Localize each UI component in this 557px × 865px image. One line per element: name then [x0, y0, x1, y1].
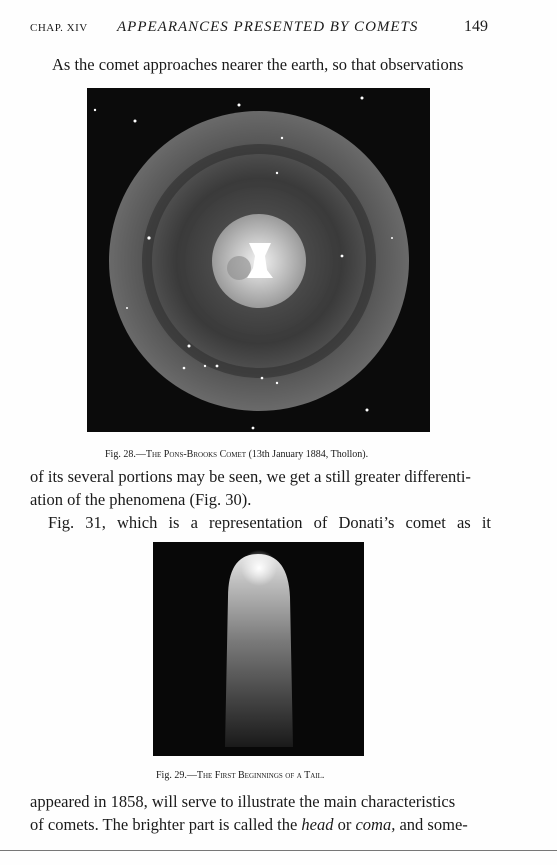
- body-line-5: appeared in 1858, will serve to illustrate the main characteristics: [30, 792, 456, 811]
- body-line-6: [30, 815, 468, 835]
- figure-29-caption-title: The First Beginnings of a Tail.: [196, 770, 325, 781]
- body-line-6-part-b: or: [333, 815, 356, 834]
- term-coma: coma,: [355, 815, 396, 834]
- figure-28-caption: [105, 449, 368, 460]
- body-line-3: ation of the phenomena (Fig. 30).: [30, 490, 252, 509]
- body-line-4: Fig. 31, which is a representation of Donati’s comet as it: [48, 513, 492, 532]
- body-line-2: of its several portions may be seen, we get a still greater differenti-: [30, 467, 471, 486]
- figure-pons-brooks-comet: [87, 88, 430, 432]
- figure-29-caption-label: Fig. 29.—: [156, 770, 197, 781]
- figure-28-caption-title: The Pons-Brooks Comet: [145, 449, 247, 460]
- body-line-6-part-c: and some-: [395, 815, 468, 834]
- figure-29-caption: [156, 770, 324, 781]
- running-title: APPEARANCES PRESENTED BY COMETS: [117, 19, 419, 35]
- body-line-6-part-a: of comets. The brighter part is called the: [30, 815, 302, 834]
- figure-first-beginnings-tail: [153, 542, 364, 756]
- comet-engraving-2: [153, 542, 364, 756]
- term-head: head: [301, 815, 334, 834]
- chapter-label: CHAP. XIV: [30, 22, 88, 34]
- figure-28-caption-label: Fig. 28.—: [105, 449, 146, 460]
- page-number: 149: [464, 18, 488, 35]
- figure-28-caption-note: (13th January 1884, Thollon).: [246, 449, 369, 460]
- comet-engraving-1: [87, 88, 430, 432]
- page-bottom-rule: [0, 850, 557, 851]
- body-line-1: As the comet approaches nearer the earth, so that observations: [52, 55, 464, 74]
- comet-head: [241, 550, 277, 586]
